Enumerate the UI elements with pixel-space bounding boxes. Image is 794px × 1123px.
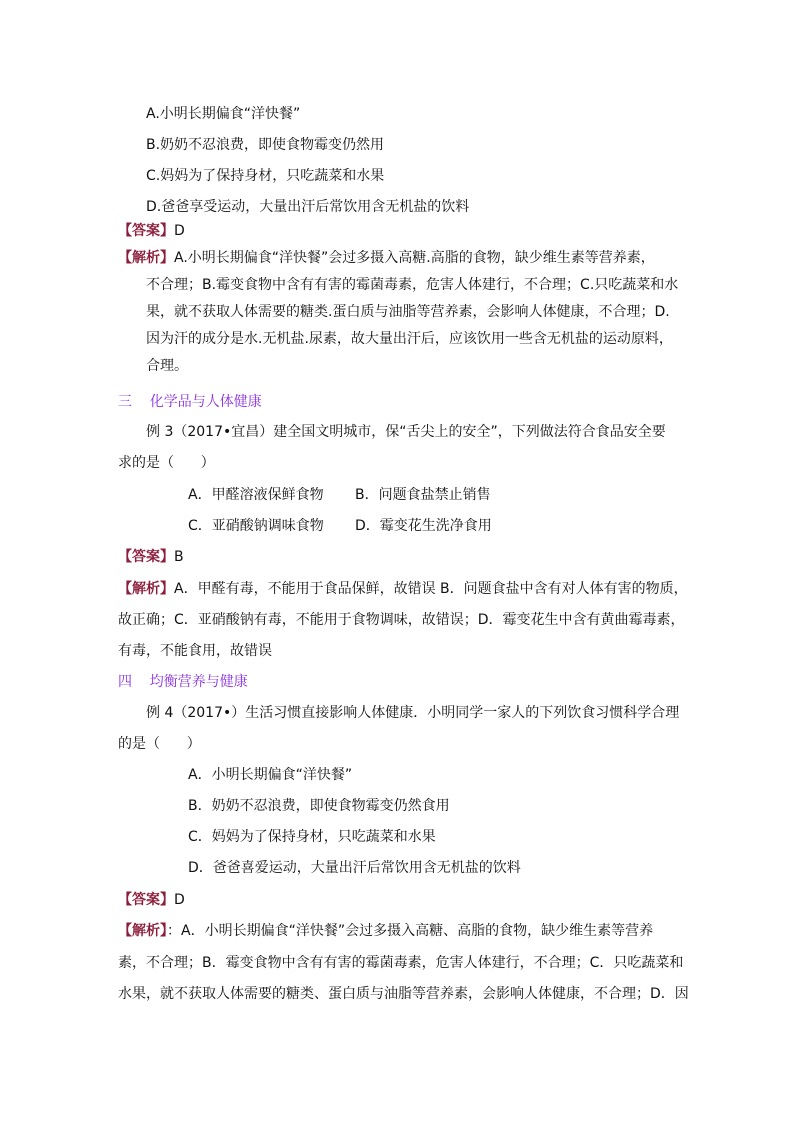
answer-value: D	[174, 223, 185, 239]
example-question: 例 4（2017•）生活习惯直接影响人体健康．小明同学一家人的下列饮食习惯科学合理	[146, 705, 680, 721]
answer-value: D	[174, 892, 185, 908]
analysis-text: 素，不合理；B．霉变食物中含有有害的霉菌毒素，危害人体建行，不合理；C．只吃蔬菜和	[118, 955, 684, 971]
section-heading: 四 均衡营养与健康	[118, 674, 248, 690]
analysis-text: 水果，就不获取人体需要的糖类、蛋白质与油脂等营养素，会影响人体健康，不合理；D．因	[118, 986, 689, 1002]
section-heading: 三 化学品与人体健康	[118, 394, 262, 410]
option-a: A．小明长期偏食“洋快餐”	[188, 767, 353, 783]
analysis-text: 故正确；C．亚硝酸钠有毒，不能用于食物调味，故错误；D．霉变花生中含有黄曲霉毒素，	[118, 612, 685, 628]
analysis-text: 不合理；B.霉变食物中含有有害的霉菌毒素，危害人体建行，不合理；C.只吃蔬菜和水	[146, 277, 679, 293]
option-a: A.小明长期偏食“洋快餐”	[146, 106, 301, 122]
option-b: B.奶奶不忍浪费，即使食物霉变仍然用	[146, 137, 385, 153]
answer-tag: 【答案】	[118, 549, 174, 565]
analysis-text: 有毒，不能食用，故错误	[118, 643, 272, 659]
analysis-line	[118, 579, 688, 599]
option-c: C．亚硝酸钠调味食物	[188, 518, 324, 534]
analysis-line	[118, 921, 653, 941]
analysis-text: 果，就不获取人体需要的糖类.蛋白质与油脂等营养素，会影响人体健康，不合理；D.	[146, 304, 670, 320]
analysis-tag: 【解析】	[118, 923, 167, 939]
analysis-text: A.小明长期偏食“洋快餐”会过多摄入高糖.高脂的食物，缺少维生素等营养素，	[174, 250, 655, 266]
analysis-text: 合理。	[146, 358, 188, 374]
analysis-text: A．甲醛有毒，不能用于食品保鲜，故错误 B．问题食盐中含有对人体有害的物质，	[174, 581, 688, 597]
option-c: C.妈妈为了保持身材，只吃蔬菜和水果	[146, 168, 385, 184]
option-b: B．奶奶不忍浪费，即使食物霉变仍然食用	[188, 798, 450, 814]
analysis-tag: 【解析】	[118, 250, 174, 266]
analysis-text: 因为汗的成分是水.无机盐.尿素，故大量出汗后，应该饮用一些含无机盐的运动原料，	[146, 331, 673, 347]
option-d: D．爸爸喜爱运动，大量出汗后常饮用含无机盐的饮料	[188, 860, 521, 876]
option-c: C．妈妈为了保持身材，只吃蔬菜和水果	[188, 829, 436, 845]
example-question: 的是（ ）	[118, 736, 201, 752]
option-a: A．甲醛溶液保鲜食物	[188, 487, 324, 503]
analysis-text: ：A．小明长期偏食“洋快餐”会过多摄入高糖、高脂的食物，缺少维生素等营养	[167, 923, 654, 939]
example-question: 求的是（ ）	[118, 455, 215, 471]
option-d: D．霉变花生洗净食用	[355, 518, 492, 534]
answer-value: B	[174, 549, 184, 565]
answer-line	[118, 890, 185, 910]
option-d: D.爸爸享受运动，大量出汗后常饮用含无机盐的饮料	[146, 199, 470, 215]
answer-tag: 【答案】	[118, 223, 174, 239]
option-b: B．问题食盐禁止销售	[355, 487, 491, 503]
example-question: 例 3（2017•宜昌）建全国文明城市，保“舌尖上的安全”，下列做法符合食品安全要	[146, 424, 666, 440]
analysis-line	[118, 248, 655, 268]
answer-line	[118, 547, 184, 567]
analysis-tag: 【解析】	[118, 581, 174, 597]
answer-tag: 【答案】	[118, 892, 174, 908]
answer-line	[118, 221, 185, 241]
